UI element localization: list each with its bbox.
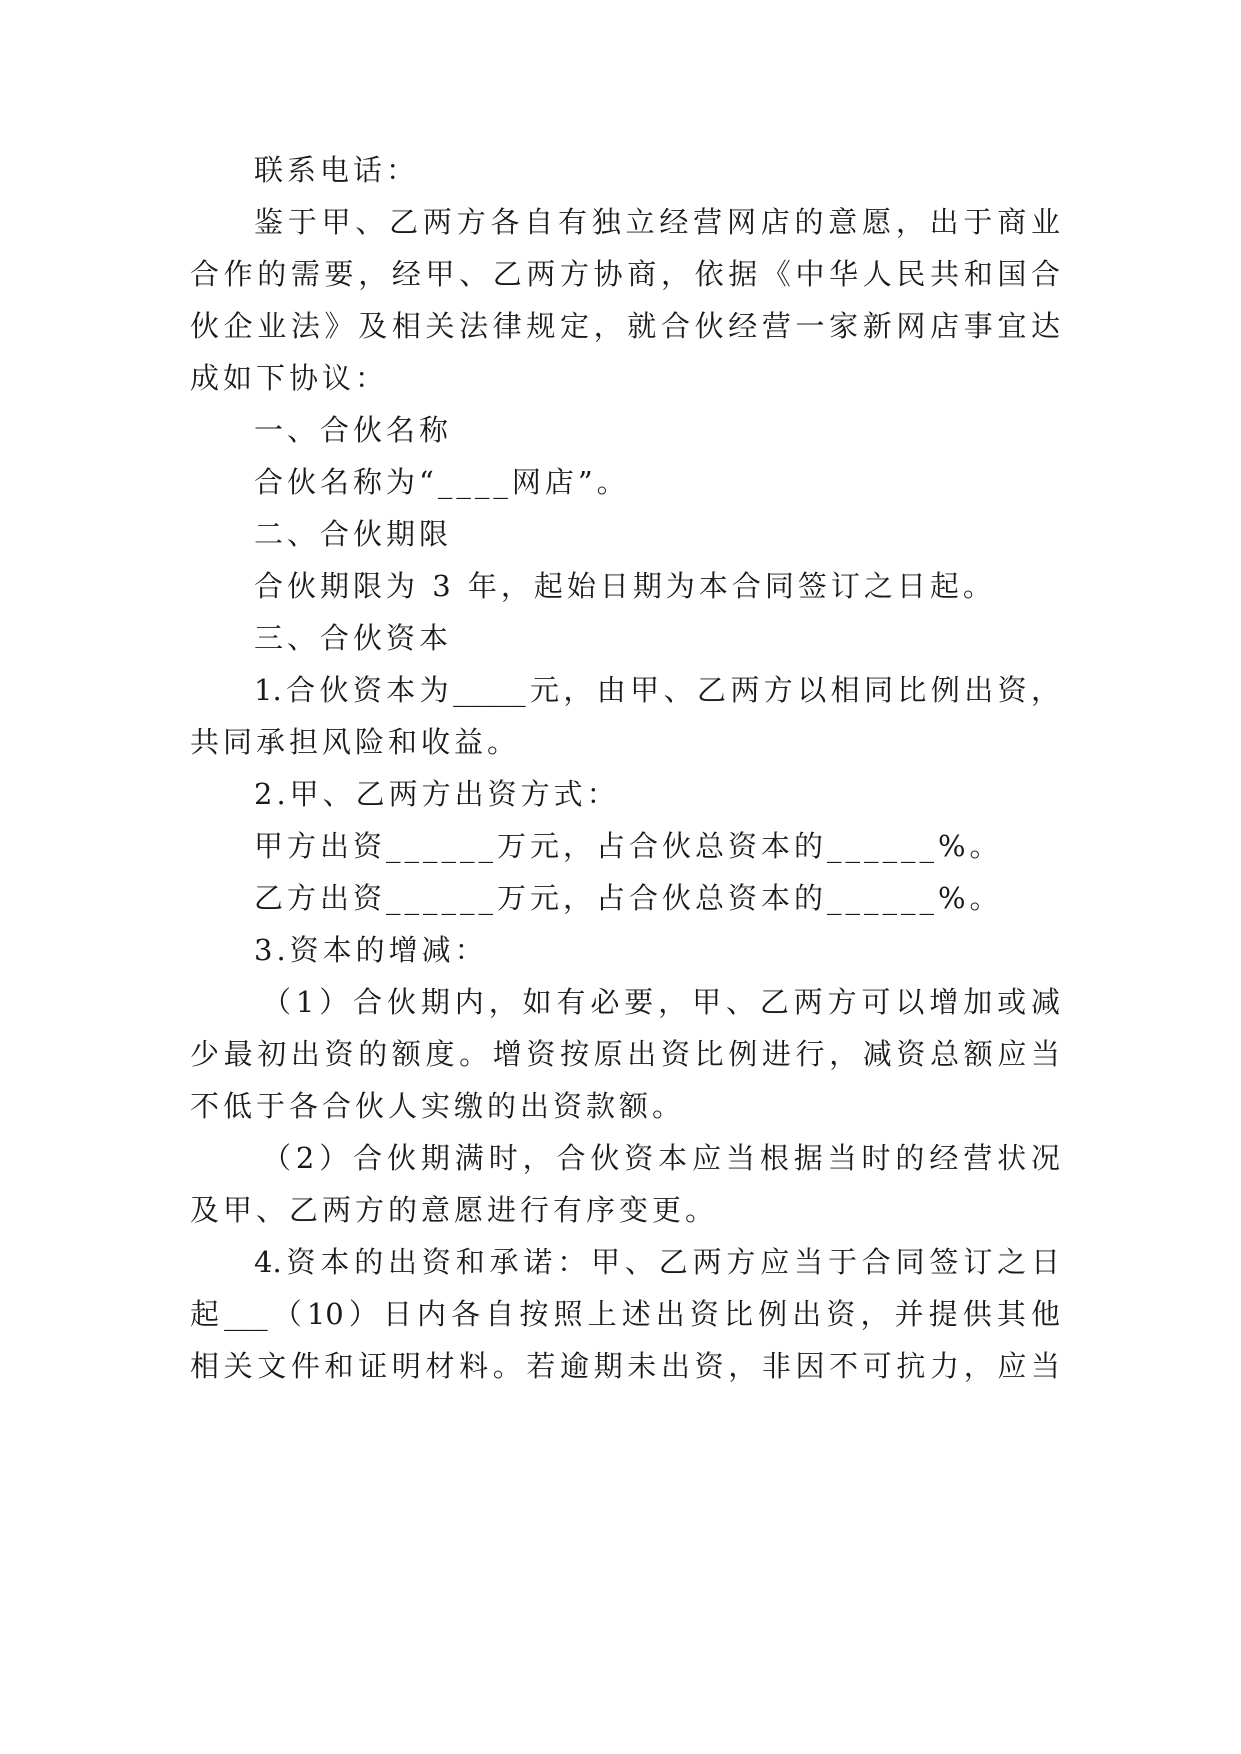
paragraph-line: 鉴于甲、乙两方各自有独立经营网店的意愿，出于商业 [254,205,1060,239]
paragraph-line: 合伙名称为“____网店”。 [254,465,630,499]
paragraph-line: （1）合伙期内，如有必要，甲、乙两方可以增加或减 [262,985,1060,1019]
paragraph-line: 不低于各合伙人实缴的出资款额。 [190,1089,686,1123]
paragraph-line: 及甲、乙两方的意愿进行有序变更。 [190,1193,719,1227]
section-heading: 三、合伙资本 [254,621,453,655]
paragraph-line: 少最初出资的额度。增资按原出资比例进行，减资总额应当 [190,1037,1060,1071]
paragraph-line: （2）合伙期满时，合伙资本应当根据当时的经营状况 [262,1141,1060,1175]
section-heading: 二、合伙期限 [254,517,453,551]
paragraph-line: 起___（10）日内各自按照上述出资比例出资，并提供其他 [190,1297,1060,1331]
paragraph-line: 相关文件和证明材料。若逾期未出资，非因不可抗力，应当 [190,1349,1060,1383]
section-heading: 一、合伙名称 [254,413,453,447]
paragraph-line: 伙企业法》及相关法律规定，就合伙经营一家新网店事宜达 [190,309,1060,343]
paragraph-line: 合作的需要，经甲、乙两方协商，依据《中华人民共和国合 [190,257,1060,291]
paragraph-line: 1.合伙资本为_____元，由甲、乙两方以相同比例出资， [254,673,1060,707]
paragraph-line: 合伙期限为 3 年，起始日期为本合同签订之日起。 [254,569,996,603]
paragraph-line: 甲方出资______万元，占合伙总资本的______%。 [254,829,1003,863]
paragraph-line: 成如下协议： [190,361,389,395]
paragraph-line: 2.甲、乙两方出资方式： [254,777,620,811]
paragraph-line: 4.资本的出资和承诺：甲、乙两方应当于合同签订之日 [254,1245,1060,1279]
paragraph-line: 乙方出资______万元，占合伙总资本的______%。 [254,881,1003,915]
paragraph-line: 3.资本的增减： [254,933,488,967]
contact-phone-line: 联系电话： [254,153,420,187]
paragraph-line: 共同承担风险和收益。 [190,725,521,759]
